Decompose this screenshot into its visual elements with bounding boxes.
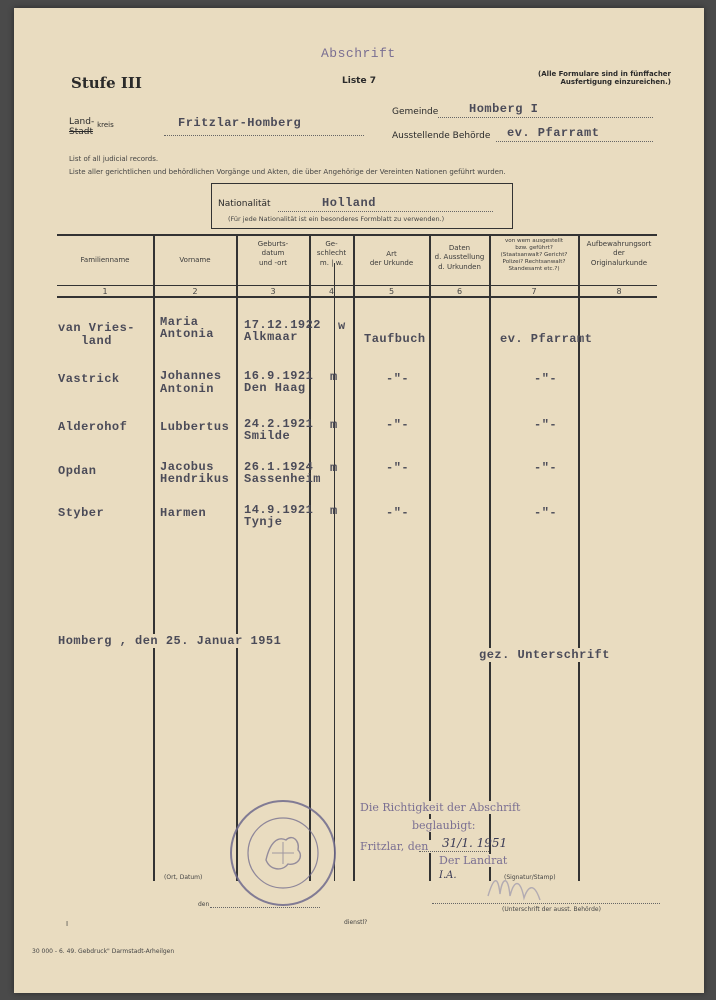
cert-initials: I.A. (439, 870, 457, 881)
gemeinde-label: Gemeinde (392, 107, 439, 117)
row-geburt: 24.2.1921 Smilde (244, 417, 314, 443)
nationality-label: Nationalität (218, 199, 271, 209)
siegel-note: (Signatur/Stamp) (504, 874, 556, 881)
unterschrift-dotline (432, 903, 660, 904)
row-geschlecht: m (330, 370, 338, 384)
table-col-divider-6 (489, 236, 491, 881)
row-familienname: Vastrick (58, 372, 120, 386)
row-vorname: Jacobus Hendrikus (160, 460, 230, 486)
row-geschlecht: m (330, 504, 338, 518)
nationality-value: Holland (322, 196, 376, 210)
signature-scribble-icon (484, 866, 544, 906)
behoerde-value: ev. Pfarramt (507, 126, 600, 140)
row-art: -"- (386, 461, 410, 475)
table-col-divider-1 (153, 236, 155, 881)
row-von-wem: -"- (534, 506, 558, 520)
gemeinde-value: Homberg I (469, 102, 539, 116)
row-geburt: 14.9.1921 Tynje (244, 503, 314, 529)
row-vorname: Harmen (160, 506, 207, 520)
cert-line1: Die Richtigkeit der Abschrift (360, 801, 521, 814)
row-von-wem: -"- (534, 372, 558, 386)
table-top-rule (57, 234, 657, 236)
row-art: -"- (386, 506, 410, 520)
cert-date: 31/1. 1951 (442, 836, 508, 850)
margin-marker: I (66, 920, 69, 928)
behoerde-dotline (496, 141, 653, 142)
header-geschlecht: Ge- schlecht m. | w. (316, 240, 347, 267)
liste-label: Liste 7 (342, 76, 376, 86)
stufe-label: Stufe III (71, 74, 142, 92)
form-note: (Alle Formulare sind in fünffacher Ausfertigung einzureichen.) (538, 70, 671, 86)
row-art: Taufbuch (364, 332, 426, 346)
official-seal (228, 798, 338, 908)
colnum-7: 7 (531, 287, 537, 296)
row-familienname: Opdan (58, 464, 97, 478)
header-aufbewahrung: Aufbewahrungsort der Originalurkunde (586, 240, 652, 267)
dienst-note: dienstl? (344, 919, 368, 926)
intro-german: Liste aller gerichtlichen und behördlichen Vorgänge und Akten, die über Angehörige der Vereinten Nationen geführt wurden. (69, 168, 506, 176)
header-vorname: Vorname (179, 256, 211, 264)
gemeinde-dotline (438, 117, 653, 118)
colnum-5: 5 (388, 287, 395, 296)
cert-line2: beglaubigt: (412, 819, 476, 832)
landkreis-dotline (164, 135, 364, 136)
colnum-4: 4 (328, 287, 335, 296)
nationality-dotline (278, 211, 493, 212)
cert-line3: Fritzlar, den (360, 840, 431, 853)
header-art: Art der Urkunde (369, 250, 414, 268)
row-vorname: Maria Antonia (160, 315, 214, 341)
ort-datum-note: (Ort, Datum) (164, 874, 203, 881)
row-vorname: Johannes Antonin (160, 369, 222, 396)
den-label: den (198, 901, 210, 908)
seal-emblem-icon (228, 798, 338, 908)
row-geburt: 16.9.1921 Den Haag (244, 369, 314, 395)
table-gender-split (334, 263, 335, 881)
row-von-wem: ev. Pfarramt (500, 332, 593, 346)
header-daten: Daten d. Ausstellung d. Urkunden (434, 244, 485, 271)
colnum-3: 3 (270, 287, 276, 296)
row-geburt: 17.12.1922 Alkmaar (244, 318, 322, 344)
landkreis-label: Land- $_{kreis}$ Stadt (69, 117, 114, 137)
landkreis-value: Fritzlar-Homberg (178, 116, 302, 130)
row-geschlecht: w (338, 319, 346, 333)
table-number-rule (57, 296, 657, 298)
row-art: -"- (386, 418, 410, 432)
colnum-1: 1 (102, 287, 108, 296)
header-geburt: Geburts- datum und -ort (257, 240, 289, 267)
nationality-box (211, 183, 513, 229)
table-header-rule (57, 285, 657, 286)
header-von-wem: von wem ausgestellt bzw. geführt? (Staatsanwalt? Gericht? Polizei? Rechtsanwalt? Standesamt etc.?) (500, 238, 568, 272)
intro-english: List of all judicial records. (69, 155, 159, 163)
nationality-note: (Für jede Nationalität ist ein besonderes Formblatt zu verwenden.) (228, 215, 445, 223)
row-familienname: van Vries- land (58, 321, 136, 348)
colnum-8: 8 (616, 287, 622, 296)
abschrift-stamp: Abschrift (321, 46, 396, 61)
row-geschlecht: m (330, 418, 338, 432)
document-page (14, 8, 704, 993)
cert-line4: Der Landrat (436, 854, 510, 867)
row-geschlecht: m (330, 461, 338, 475)
table-col-divider-5 (429, 236, 431, 881)
row-familienname: Alderohof (58, 420, 128, 434)
row-familienname: Styber (58, 506, 105, 520)
behoerde-label: Ausstellende Behörde (392, 131, 491, 141)
row-vorname: Lubbertus (160, 420, 230, 434)
table-col-divider-2 (236, 236, 238, 881)
row-geburt: 26.1.1924 Sassenheim (244, 460, 322, 486)
colnum-2: 2 (192, 287, 198, 296)
row-von-wem: -"- (534, 461, 558, 475)
place-date: Homberg , den 25. Januar 1951 (58, 634, 284, 648)
table-col-divider-4 (353, 236, 355, 881)
row-art: -"- (386, 372, 410, 386)
header-familienname: Familienname (80, 256, 130, 264)
colnum-6: 6 (456, 287, 463, 296)
printer-line: 30 000 - 6. 49. Gebdruck" Darmstadt-Arheilgen (32, 948, 175, 955)
cert-date-dotline (419, 851, 489, 852)
signature-typed: gez. Unterschrift (476, 648, 613, 662)
row-von-wem: -"- (534, 418, 558, 432)
unterschrift-note: (Unterschrift der ausst. Behörde) (502, 906, 601, 913)
